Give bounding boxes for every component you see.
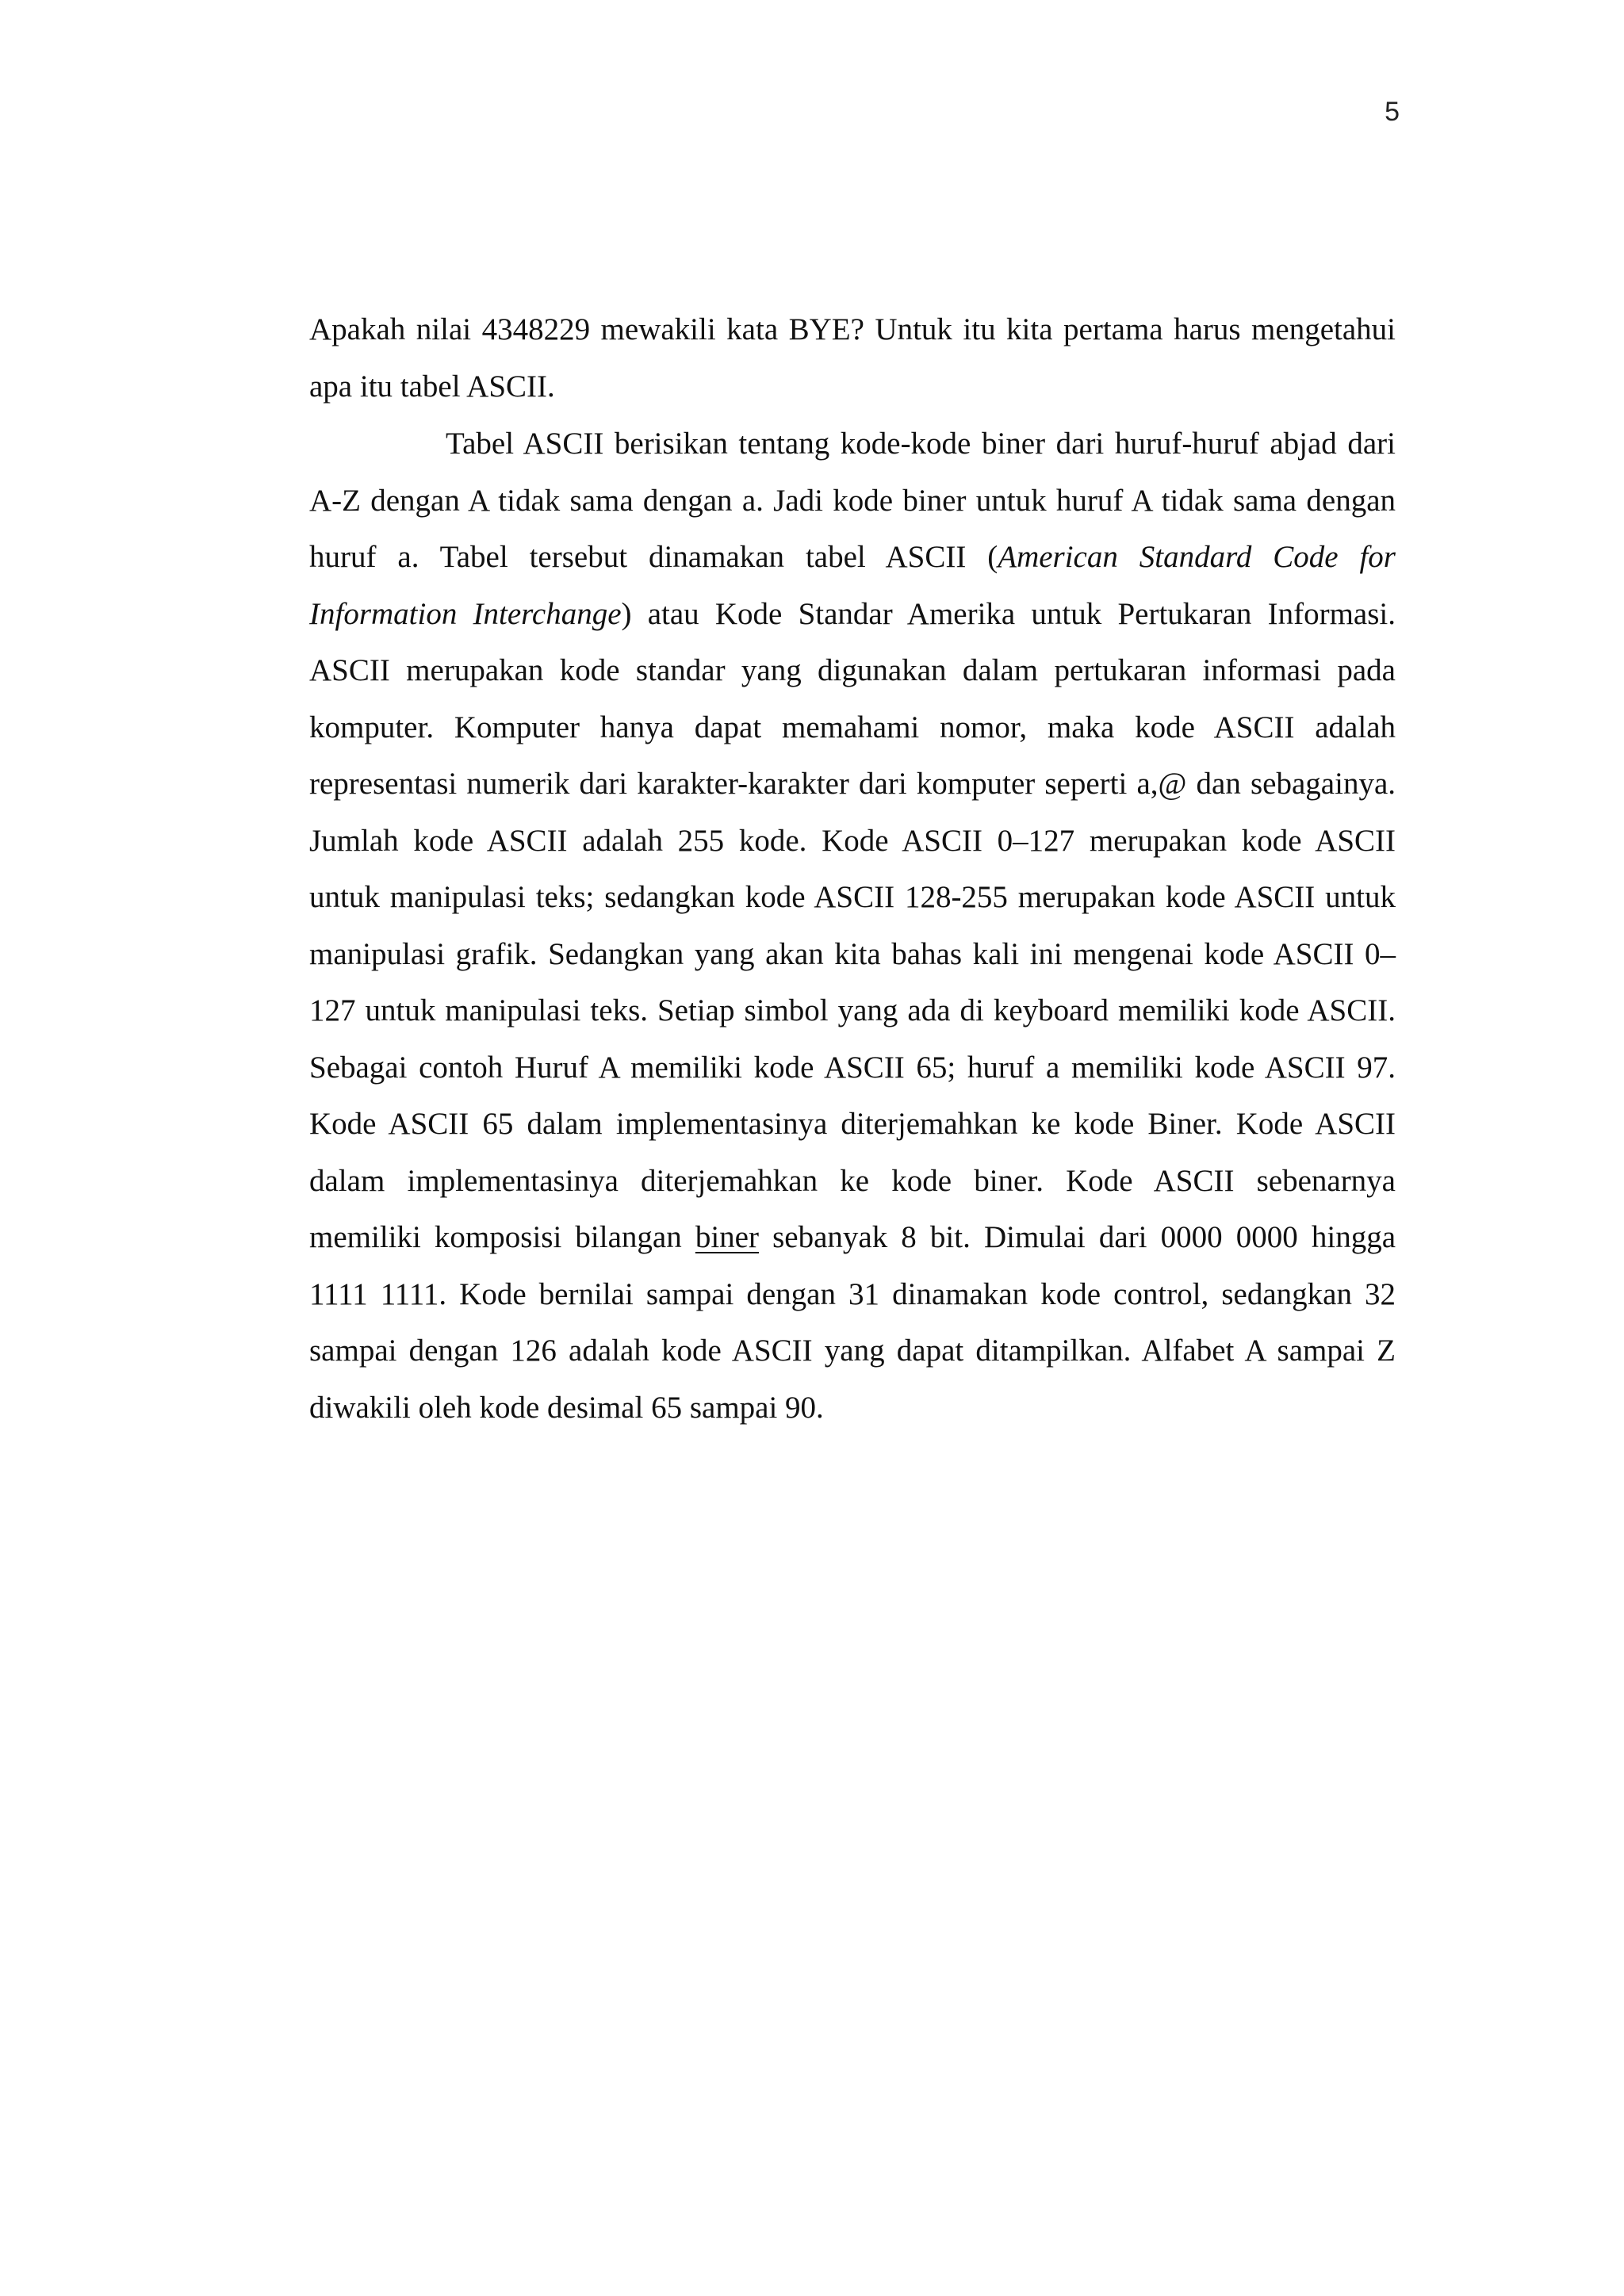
page-number: 5 xyxy=(1385,97,1400,127)
paragraph-ascii-text-1: Tabel ASCII berisikan tentang kode-kode biner dari huruf-huruf abjad dari A-Z dengan A tidak sama dengan a. Jadi kode biner untuk huruf A tidak sama dengan huruf a. Tabel tersebut dinamakan tabel ASCII ( xyxy=(309,427,1396,574)
ascii-full-name-italic: American Standard Code for Information Interchange xyxy=(309,540,1396,631)
paragraph-intro: Apakah nilai 4348229 mewakili kata BYE? Untuk itu kita pertama harus mengetahui apa itu tabel ASCII. xyxy=(309,312,1396,404)
underlined-word-biner: biner xyxy=(695,1220,759,1254)
paragraph-ascii-text-3: sebanyak 8 bit. Dimulai dari 0000 0000 hingga 1111 1111. Kode bernilai sampai dengan 31 dinamakan kode control, sedangkan 32 sampai dengan 126 adalah kode ASCII yang dapat ditampilkan. Alfabet A sampai Z diwakili oleh kode desimal 65 sampai 90. xyxy=(309,1220,1396,1425)
paragraph-ascii-table xyxy=(309,415,1396,1436)
paragraph-ascii-text-2: ) atau Kode Standar Amerika untuk Pertukaran Informasi. ASCII merupakan kode standar yang digunakan dalam pertukaran informasi pada komputer. Komputer hanya dapat memahami nomor, maka kode ASCII adalah representasi numerik dari karakter-karakter dari komputer seperti a,@ dan sebagainya. Jumlah kode ASCII adalah 255 kode. Kode ASCII 0–127 merupakan kode ASCII untuk manipulasi teks; sedangkan kode ASCII 128-255 merupakan kode ASCII untuk manipulasi grafik. Sedangkan yang akan kita bahas kali ini mengenai kode ASCII 0–127 untuk manipulasi teks. Setiap simbol yang ada di keyboard memiliki kode ASCII. Sebagai contoh Huruf A memiliki kode ASCII 65; huruf a memiliki kode ASCII 97. Kode ASCII 65 dalam implementasinya diterjemahkan ke kode Biner. Kode ASCII dalam implementasinya diterjemahkan ke kode biner. Kode ASCII sebenarnya memiliki komposisi bilangan xyxy=(309,596,1396,1254)
body-text xyxy=(309,301,1396,1436)
